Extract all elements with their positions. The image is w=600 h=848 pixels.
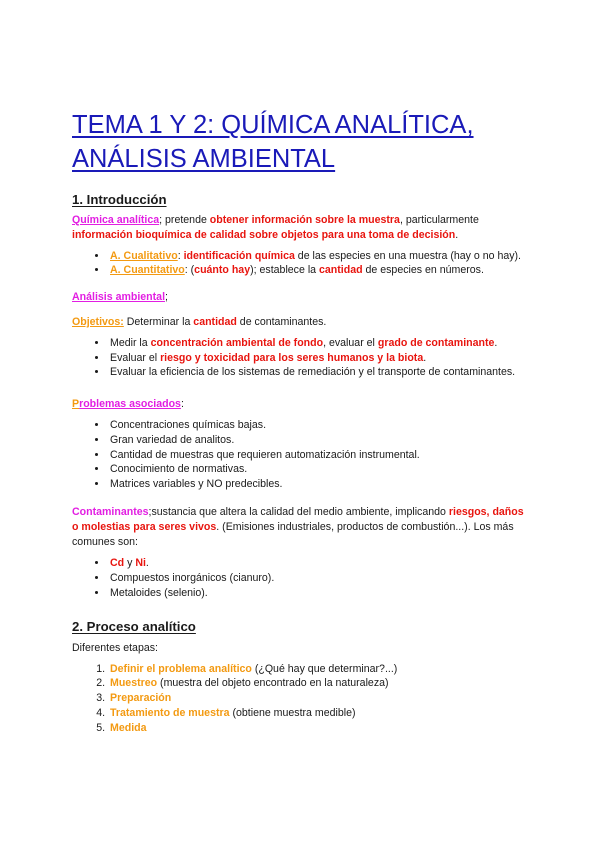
list-item xyxy=(108,351,528,366)
highlight-text: riesgos, daños o molestias para seres vivos xyxy=(72,505,524,533)
term-objetivos: Objetivos: xyxy=(72,315,124,328)
text: (¿Qué hay que determinar?...) xyxy=(251,662,398,675)
text: . xyxy=(423,351,427,364)
text: Medir la xyxy=(110,336,151,349)
page-title xyxy=(72,108,528,176)
term-quimica-analitica: Química analítica xyxy=(72,214,160,226)
text: ); establece la xyxy=(250,264,320,277)
term-analisis-ambiental: Análisis ambiental xyxy=(72,291,166,304)
text: . xyxy=(494,336,498,349)
contaminants-list xyxy=(72,556,528,600)
text: . (Emisiones industriales, productos de combustión...). Los más comunes son: xyxy=(72,520,514,548)
text: de especies en números. xyxy=(362,264,484,277)
text: de las especies en una muestra (hay o no hay). xyxy=(294,249,521,262)
text: , evaluar el xyxy=(323,336,378,349)
term-problemas-first-letter: P xyxy=(72,398,80,411)
text: . xyxy=(145,557,149,570)
text: : ( xyxy=(184,264,195,277)
page-title-line2: ANÁLISIS AMBIENTAL xyxy=(72,145,336,173)
text: (obtiene muestra medible) xyxy=(229,706,356,719)
term-problemas-asociados: roblemas asociados xyxy=(79,398,181,411)
text: . xyxy=(455,228,459,241)
stage-label: Preparación xyxy=(110,692,172,705)
highlight-text: cantidad xyxy=(193,315,237,328)
paragraph-quimica-analitica xyxy=(72,213,528,243)
term-contaminantes: Contaminantes xyxy=(72,505,149,518)
paragraph-etapas-intro: Diferentes etapas: xyxy=(72,641,158,654)
highlight-text: información bioquímica de calidad sobre objetos para una toma de decisión xyxy=(72,228,456,241)
section-heading-introduccion: 1. Introducción xyxy=(72,192,167,207)
text: ; xyxy=(165,291,168,304)
text: de contaminantes. xyxy=(236,315,327,328)
highlight-text: obtener información sobre la muestra xyxy=(209,214,400,226)
stage-label: Muestreo xyxy=(110,677,158,690)
page-title-line1: TEMA 1 Y 2: QUÍMICA ANALÍTICA, xyxy=(72,111,474,139)
list-item-cuantitativo xyxy=(108,263,528,278)
highlight-text: Ni xyxy=(135,557,146,570)
text: ;sustancia que altera la calidad del medio ambiente, implicando xyxy=(148,505,449,518)
list-item xyxy=(108,721,528,736)
list-item: • Cantidad de muestras que requieren automatización instrumental. xyxy=(108,448,528,463)
highlight-text: Cd xyxy=(110,557,125,570)
list-item: • Gran variedad de analitos. xyxy=(108,433,528,448)
stages-list xyxy=(72,662,528,736)
stage-label: Definir el problema analítico xyxy=(110,662,252,675)
text: Evaluar el xyxy=(110,351,161,364)
highlight-text: cuánto hay xyxy=(194,264,251,277)
list-item: • Concentraciones químicas bajas. xyxy=(108,418,528,433)
list-item xyxy=(108,706,528,721)
text: : xyxy=(177,249,184,262)
text: Determinar la xyxy=(123,315,194,328)
highlight-text: concentración ambiental de fondo xyxy=(150,336,324,349)
list-item: • Conocimiento de normativas. xyxy=(108,462,528,477)
list-item-cualitativo xyxy=(108,249,528,264)
highlight-text: grado de contaminante xyxy=(377,336,495,349)
term-cuantitativo: A. Cuantitativo xyxy=(110,264,185,277)
section-heading-proceso-analitico: 2. Proceso analítico xyxy=(72,618,196,634)
list-item: • Metaloides (selenio). xyxy=(108,586,528,601)
text: ; pretende xyxy=(159,214,210,226)
list-item xyxy=(108,676,528,691)
stage-label: Medida xyxy=(110,721,147,734)
paragraph-objetivos xyxy=(72,315,528,330)
list-item: • Matrices variables y NO predecibles. xyxy=(108,477,528,492)
list-item xyxy=(108,336,528,351)
paragraph-analisis-ambiental xyxy=(72,290,528,305)
paragraph-contaminantes xyxy=(72,505,528,549)
problems-list xyxy=(72,418,528,492)
text: (muestra del objeto encontrado en la naturaleza) xyxy=(157,677,389,690)
paragraph-problemas-asociados xyxy=(72,397,528,412)
list-item: • Compuestos inorgánicos (cianuro). xyxy=(108,571,528,586)
list-item xyxy=(108,662,528,677)
highlight-text: identificación química xyxy=(183,249,295,262)
highlight-text: cantidad xyxy=(319,264,363,277)
list-item: • Evaluar la eficiencia de los sistemas de remediación y el transporte de contaminantes. xyxy=(108,365,528,380)
analysis-types-list xyxy=(72,249,528,279)
text: : xyxy=(180,398,184,411)
list-item xyxy=(108,556,528,571)
term-cualitativo: A. Cualitativo xyxy=(110,249,178,262)
stage-label: Tratamiento de muestra xyxy=(110,706,230,719)
text: y xyxy=(124,557,136,570)
list-item xyxy=(108,691,528,706)
text: , particularmente xyxy=(399,214,479,226)
highlight-text: riesgo y toxicidad para los seres humanos y la biota xyxy=(160,351,424,364)
objectives-list xyxy=(72,336,528,380)
